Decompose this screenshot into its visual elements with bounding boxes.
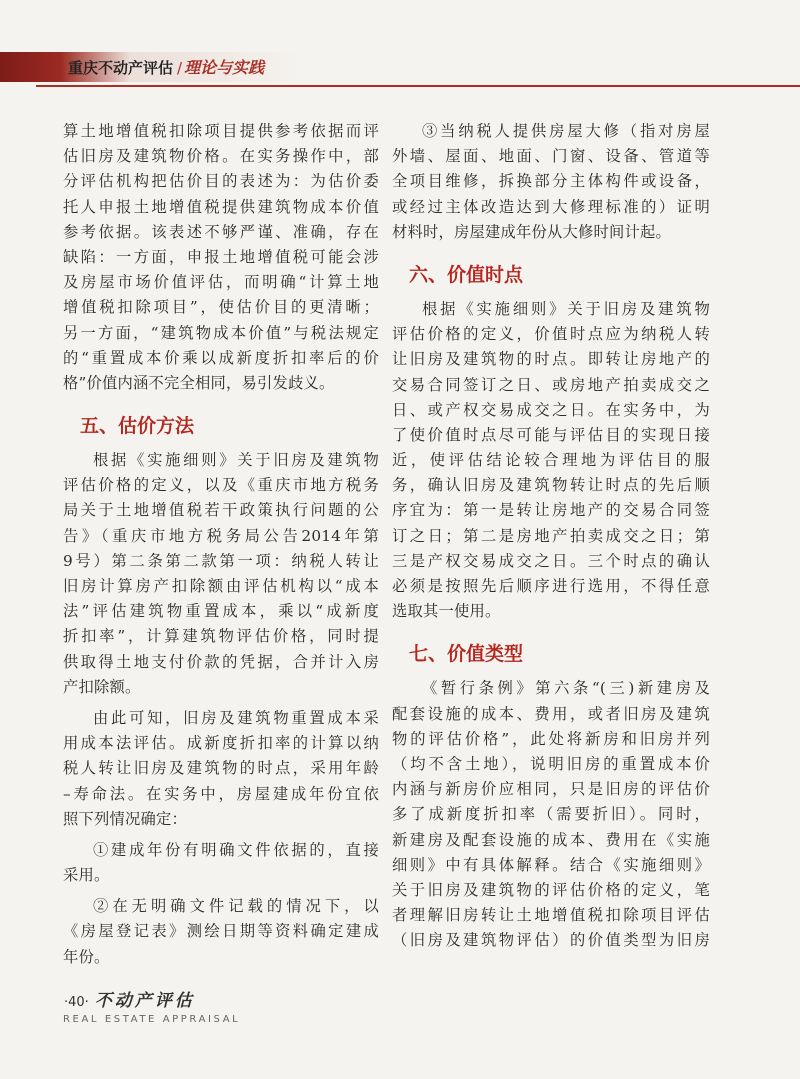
text-line: 局关于土地增值税若干政策执行问题的公 <box>63 501 379 520</box>
text-line: 订之日；第二是房地产拍卖成交之日；第 <box>392 526 710 545</box>
text-line: 了使价值时点尽可能与评估目的实现日接 <box>392 425 710 444</box>
text-line: 采用。 <box>63 866 110 885</box>
text-line: 交易合同签订之日、或房地产拍卖成交之 <box>392 375 710 394</box>
text-line: ①建成年份有明确文件依据的，直接 <box>93 840 379 859</box>
text-line: 估旧房及建筑物价格。在实务操作中，部 <box>63 147 379 166</box>
text-line: （均不含土地），说明旧房的重置成本价 <box>392 754 710 773</box>
text-line: 内涵与新房价应相同，只是旧房的评估价 <box>392 780 710 799</box>
section-heading: 七、价值类型 <box>409 643 524 666</box>
text-line: 折扣率”，计算建筑物评估价格，同时提 <box>63 627 379 646</box>
right-column <box>392 119 710 953</box>
text-line: 序宜为：第一是转让房地产的交易合同签 <box>392 501 710 520</box>
text-line: 法”评估建筑物重置成本，乘以“成新度 <box>63 602 379 621</box>
section-heading: 六、价值时点 <box>409 263 524 286</box>
text-line: 产扣除额。 <box>63 677 141 696</box>
header-divider <box>36 85 800 87</box>
text-line: 格”价值内涵不完全相同，易引发歧义。 <box>63 373 335 392</box>
text-line: 者理解旧房转让土地增值税扣除项目评估 <box>392 906 710 925</box>
text-line: 托人申报土地增值税提供建筑物成本价值 <box>63 197 379 216</box>
text-line: ③当纳税人提供房屋大修（指对房屋 <box>422 122 710 140</box>
text-line: 另一方面，“建筑物成本价值”与税法规定 <box>63 323 379 342</box>
header-separator: / <box>177 59 183 77</box>
text-line: 告》（重庆市地方税务局公告2014年第 <box>63 526 379 545</box>
text-line: 全项目维修，拆换部分主体构件或设备， <box>392 172 710 191</box>
left-column <box>63 119 379 970</box>
text-line: 9号）第二条第二款第一项：纳税人转让 <box>63 551 379 570</box>
text-line: 算土地增值税扣除项目提供参考依据而评 <box>63 122 379 140</box>
text-line: 三是产权交易成交之日。三个时点的确认 <box>392 551 710 570</box>
text-line: 务，确认旧房及建筑物转让时点的先后顺 <box>392 476 710 495</box>
text-line: 旧房计算房产扣除额由评估机构以“成本 <box>63 577 379 595</box>
text-line: 根据《实施细则》关于旧房及建筑物 <box>422 299 710 318</box>
text-line: 评估价格的定义，以及《重庆市地方税务 <box>63 476 379 495</box>
text-line: 或经过主体改造达到大修理标准的）证明 <box>392 197 710 216</box>
text-line: ②在无明确文件记载的情况下，以 <box>93 897 379 916</box>
text-line: 评估价格的定义，价值时点应为纳税人转 <box>392 325 710 344</box>
text-line: –寿命法。在实务中，房屋建成年份宜依 <box>63 784 379 803</box>
text-line: 外墙、屋面、地面、门窗、设备、管道等 <box>392 147 710 166</box>
text-line: 《房屋登记表》测绘日期等资料确定建成 <box>63 922 379 941</box>
text-line: 关于旧房及建筑物的评估价格的定义，笔 <box>392 880 710 899</box>
text-line: 细则》中有具体解释。结合《实施细则》 <box>392 855 710 874</box>
section-name: 理论与实践 <box>184 58 265 77</box>
text-line: （旧房及建筑物评估）的价值类型为旧房 <box>392 931 710 950</box>
running-header <box>68 56 264 80</box>
text-line: 增值税扣除项目”，使估价目的更清晰； <box>63 298 379 317</box>
text-line: 由此可知，旧房及建筑物重置成本采 <box>93 708 379 727</box>
journal-name: 重庆不动产评估 <box>68 59 174 77</box>
text-line: 选取其一使用。 <box>392 602 501 621</box>
text-line: 的“重置成本价乘以成新度折扣率后的价 <box>63 348 379 367</box>
text-line: 必须是按照先后顺序进行选用，不得任意 <box>392 577 710 595</box>
text-line: 材料时，房屋建成年份从大修时间计起。 <box>392 222 671 241</box>
text-line: 近，使评估结论较合理地为评估目的服 <box>392 451 710 470</box>
text-line: 参考依据。该表述不够严谨、准确，存在 <box>63 222 379 241</box>
text-line: 配套设施的成本、费用，或者旧房及建筑 <box>392 704 710 723</box>
text-line: 年份。 <box>63 947 110 966</box>
text-line: 照下列情况确定： <box>63 809 187 828</box>
page-number: ·40· <box>64 995 89 1010</box>
footer-masthead <box>64 990 195 1012</box>
text-line: 缺陷：一方面，申报土地增值税可能会涉 <box>63 247 379 266</box>
section-heading: 五、估价方法 <box>80 415 195 438</box>
text-line: 《暂行条例》第六条“(三)新建房及 <box>422 679 710 698</box>
footer-journal-title: 不动产评估 <box>94 991 195 1011</box>
footer-english-title: REAL ESTATE APPRAISAL <box>63 1014 241 1025</box>
text-line: 新建房及配套设施的成本、费用在《实施 <box>392 830 710 849</box>
text-line: 多了成新度折扣率（需要折旧）。同时， <box>392 805 710 824</box>
text-line: 税人转让旧房及建筑物的时点，采用年龄 <box>63 759 379 778</box>
text-line: 根据《实施细则》关于旧房及建筑物 <box>93 451 379 470</box>
text-line: 分评估机构把估价目的表述为：为估价委 <box>63 172 379 191</box>
text-line: 物的评估价格”，此处将新房和旧房并列 <box>392 729 710 748</box>
text-line: 供取得土地支付价款的凭据，合并计入房 <box>63 652 379 671</box>
text-line: 让旧房及建筑物的时点。即转让房地产的 <box>392 350 710 369</box>
text-line: 日、或产权交易成交之日。在实务中，为 <box>392 400 710 419</box>
text-line: 用成本法评估。成新度折扣率的计算以纳 <box>63 734 379 753</box>
text-line: 及房屋市场价值评估，而明确“计算土地 <box>63 273 379 292</box>
